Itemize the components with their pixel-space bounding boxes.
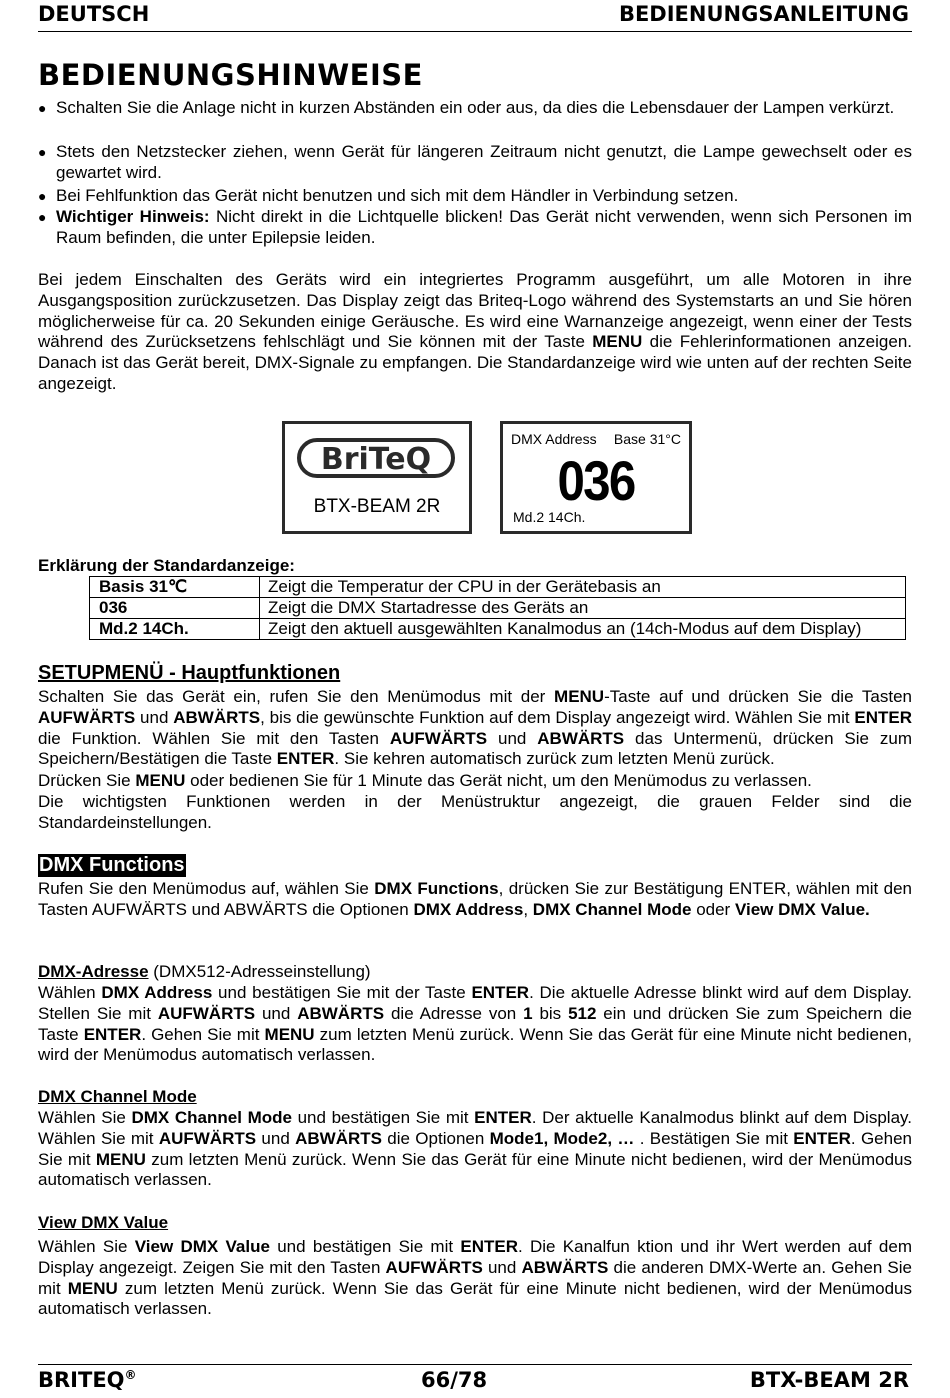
table-cell-value: Zeigt die DMX Startadresse des Geräts an	[260, 598, 906, 619]
page-header	[38, 2, 912, 32]
list-item	[38, 207, 912, 249]
text-run: ENTER	[854, 707, 913, 727]
text-run: oder bedienen Sie für 1 Minute das Gerät nicht, um den Menümodus zu verlassen.	[185, 771, 812, 790]
view-dmx-title: View DMX Value	[38, 1213, 169, 1232]
text-run: . Die aktuelle Adresse blinkt wird auf dem Display. Stellen Sie mit	[38, 983, 912, 1023]
text-run: . Gehen Sie mit	[38, 1128, 912, 1169]
briteq-logo-icon	[285, 430, 469, 490]
text-run: MENU	[554, 687, 605, 706]
text-run: DMX Functions	[374, 879, 499, 898]
text-run: AUFWÄRTS	[389, 728, 488, 748]
text-run: Schalten Sie das Gerät ein, rufen Sie den Menümodus mit der	[38, 687, 555, 706]
view-dmx-heading	[38, 1213, 912, 1234]
text-run: AUFWÄRTS	[158, 1128, 257, 1148]
text-run: MENU	[264, 1024, 315, 1044]
text-run: 512	[568, 1003, 597, 1023]
text-run: ENTER	[460, 1237, 518, 1256]
text-run: und bestätigen Sie mit der Taste	[212, 983, 472, 1002]
text-run: DMX Address	[413, 899, 524, 919]
text-run: und	[255, 1003, 298, 1023]
text-run: die anderen DMX-Werte an. Gehen Sie mit	[38, 1257, 912, 1298]
text-run: ENTER	[83, 1024, 142, 1044]
text-run: ENTER	[276, 749, 335, 769]
text-run: bis	[532, 1003, 569, 1023]
text-run: und bestätigen Sie mit	[291, 1108, 475, 1127]
text-run: AUFWÄRTS	[385, 1257, 483, 1277]
table-row	[90, 619, 906, 640]
intro-text-2: die Fehlerinformationen anzeigen. Danach ist das Gerät bereit, DMX-Signale zu empfangen. Die Standardanzeige wird wie unten auf der rechten Seite angezeigt.	[38, 332, 912, 393]
text-run: Rufen Sie den Menümodus auf, wählen Sie	[38, 879, 375, 898]
text-run: die Optionen	[381, 1128, 490, 1148]
text-run: zum letzten Menü zurück. Wenn Sie das Gerät für eine Minute nicht bedienen, wird der Menümodus automatisch verlassen.	[38, 1278, 913, 1319]
text-run: die Funktion. Wählen Sie mit den Tasten	[38, 728, 390, 748]
text-run: ENTER	[474, 1108, 532, 1127]
text-run: -Taste auf und drücken Sie die Tasten	[604, 687, 912, 706]
footer-brand-name: BRITEQ	[38, 1368, 125, 1392]
intro-paragraph	[38, 270, 912, 395]
text-run: Wählen Sie	[38, 1237, 135, 1256]
footer-registered-mark: ®	[124, 1368, 137, 1382]
list-item	[38, 186, 912, 207]
display-dmx-address: 036	[557, 449, 635, 512]
dmx-address-heading	[38, 962, 912, 983]
bullet-text: Schalten Sie die Anlage nicht in kurzen Abständen ein oder aus, da dies die Lebensdauer der Lampen verkürzt.	[56, 98, 895, 117]
bullet-text: Stets den Netzstecker ziehen, wenn Gerät für längeren Zeitraum nicht genutzt, die Lampe gewechselt oder es gewartet wird.	[56, 142, 912, 182]
text-run: Wählen	[38, 983, 102, 1002]
text-run: ABWÄRTS	[295, 1128, 382, 1148]
bullet-rest: Nicht direkt in die Lichtquelle blicken! Das Gerät nicht verwenden, wenn sich Personen im Raum befinden, die unter Epilepsie leiden.	[56, 207, 912, 247]
text-run: oder	[691, 899, 735, 919]
section-title: BEDIENUNGSHINWEISE	[38, 58, 423, 92]
text-run: ABWÄRTS	[297, 1003, 385, 1023]
display-mode: Md.2 14Ch.	[513, 509, 586, 525]
table-cell-key: 036	[90, 598, 260, 619]
text-run: und	[256, 1128, 296, 1148]
text-run: ENTER	[793, 1128, 851, 1148]
setup-paragraph	[38, 687, 912, 770]
display-logo-screen	[282, 421, 472, 534]
dmx-address-title: DMX-Adresse	[38, 962, 149, 981]
text-run: die Adresse von	[384, 1003, 524, 1023]
text-run: DMX Channel Mode	[532, 899, 692, 919]
channel-mode-heading	[38, 1087, 912, 1108]
table-row	[90, 577, 906, 598]
text-run: . Bestätigen Sie mit	[634, 1128, 794, 1148]
text-run: . Sie kehren automatisch zurück zum letzten Menü zurück.	[334, 749, 775, 769]
view-dmx-paragraph	[38, 1237, 912, 1320]
table-cell-key: Basis 31℃	[90, 577, 260, 598]
footer-page-number: 66/78	[421, 1368, 488, 1392]
intro-text-1: Bei jedem Einschalten des Geräts wird ein integriertes Programm ausgeführt, um alle Motoren in ihre Ausgangsposition zurückzusetzen. Das Display zeigt das Briteq-Logo während des Systemstarts an und Sie hören möglicherweise für ca. 20 Sekunden einige Geräusche. Es wird eine Warnanzeige angezeigt, wenn einer der Tests während des Zurücksetzens fehlschlägt und Sie können mit der Taste	[38, 270, 912, 352]
display-base-temp: Base 31°C	[613, 431, 681, 447]
text-run: ABWÄRTS	[521, 1257, 609, 1277]
footer-brand	[38, 1368, 137, 1392]
text-run: und	[135, 707, 174, 727]
text-run: das Untermenü, drücken Sie zum Speichern/Bestätigen die Taste	[38, 728, 912, 769]
text-run: zum letzten Menü zurück. Wenn Sie das Gerät für eine Minute nicht bedienen, wird der Menümodus automatisch verlassen.	[38, 1024, 912, 1065]
bullet-text	[56, 207, 912, 249]
text-run: ABWÄRTS	[173, 707, 261, 727]
list-item	[38, 142, 912, 184]
text-run: View DMX Value.	[734, 899, 870, 919]
intro-menu-key: MENU	[592, 332, 643, 352]
footer-model: BTX-BEAM 2R	[749, 1368, 909, 1392]
header-language: DEUTSCH	[38, 2, 150, 26]
bullet-bold: Wichtiger Hinweis:	[56, 207, 210, 226]
text-run: MENU	[67, 1278, 118, 1298]
text-run: ABWÄRTS	[537, 728, 625, 748]
text-run: ein und drücken Sie zum Speichern die Taste	[38, 1003, 912, 1044]
bullet-icon: ●	[38, 188, 47, 204]
display-standard-screen	[500, 421, 692, 534]
explanation-heading: Erklärung der Standardanzeige:	[38, 556, 295, 575]
bullet-icon: ●	[38, 100, 47, 116]
table-row	[90, 598, 906, 619]
text-run: und bestätigen Sie mit	[269, 1237, 461, 1256]
table-cell-key: Md.2 14Ch.	[90, 619, 260, 640]
bullet-icon: ●	[38, 144, 47, 160]
text-run: DMX Address	[101, 983, 213, 1002]
list-item	[38, 98, 912, 119]
text-run: , drücken Sie zur Bestätigung ENTER, wählen mit den Tasten AUFWÄRTS und ABWÄRTS die Optionen	[38, 879, 913, 919]
text-run: MENU	[95, 1149, 146, 1169]
bullet-icon: ●	[38, 209, 47, 225]
text-run: View DMX Value	[134, 1237, 270, 1256]
text-run: und	[487, 728, 538, 748]
text-run: DMX Channel Mode	[131, 1108, 292, 1127]
display-model: BTX-BEAM 2R	[313, 496, 441, 517]
text-run: . Gehen Sie mit	[141, 1024, 265, 1044]
text-run: AUFWÄRTS	[157, 1003, 256, 1023]
logo-text: BriTeQ	[320, 442, 432, 477]
text-run: und	[482, 1257, 522, 1277]
setup-exit-text	[38, 771, 912, 792]
text-run: Drücken Sie	[38, 771, 136, 790]
table-cell-value: Zeigt die Temperatur der CPU in der Gerätebasis an	[260, 577, 906, 598]
dmx-address-suffix: (DMX512-Adresseinstellung)	[148, 962, 371, 981]
table-cell-value: Zeigt den aktuell ausgewählten Kanalmodus an (14ch-Modus auf dem Display)	[260, 619, 906, 640]
explanation-table	[89, 576, 906, 640]
setup-heading: SETUPMENÜ - Hauptfunktionen	[38, 662, 341, 684]
text-run: . Der aktuelle Kanalmodus blinkt auf dem Display. Wählen Sie mit	[38, 1108, 912, 1148]
text-run: MENU	[135, 771, 186, 790]
display-dmx-label: DMX Address	[511, 431, 597, 447]
setup-structure-text: Die wichtigsten Funktionen werden in der Menüstruktur angezeigt, die grauen Felder sind die Standardeinstellungen.	[38, 792, 912, 832]
text-run: zum letzten Menü zurück. Wenn Sie das Gerät für eine Minute nicht bedienen, wird der Menümodus automatisch verlassen.	[38, 1149, 912, 1190]
text-run: ENTER	[471, 983, 530, 1002]
dmx-address-paragraph	[38, 983, 912, 1066]
channel-mode-paragraph	[38, 1108, 912, 1191]
text-run: Mode1, Mode2, …	[489, 1128, 635, 1148]
channel-mode-title: DMX Channel Mode	[38, 1087, 197, 1106]
text-run: . Die Kanalfun ktion und ihr Wert werden auf dem Display angezeigt. Zeigen Sie mit den Tasten	[38, 1237, 912, 1277]
dmx-functions-paragraph	[38, 879, 912, 921]
text-run: 1	[523, 1003, 533, 1023]
page-footer	[38, 1364, 912, 1398]
text-run: ,	[523, 899, 533, 919]
bullet-text: Bei Fehlfunktion das Gerät nicht benutzen und sich mit dem Händler in Verbindung setzen.	[56, 186, 739, 205]
text-run: AUFWÄRTS	[38, 707, 136, 727]
header-doc-type: BEDIENUNGSANLEITUNG	[618, 2, 909, 26]
text-run: , bis die gewünschte Funktion auf dem Display angezeigt wird. Wählen Sie mit	[260, 707, 855, 727]
text-run: Wählen Sie	[38, 1108, 132, 1127]
dmx-functions-heading: DMX Functions	[39, 854, 185, 876]
